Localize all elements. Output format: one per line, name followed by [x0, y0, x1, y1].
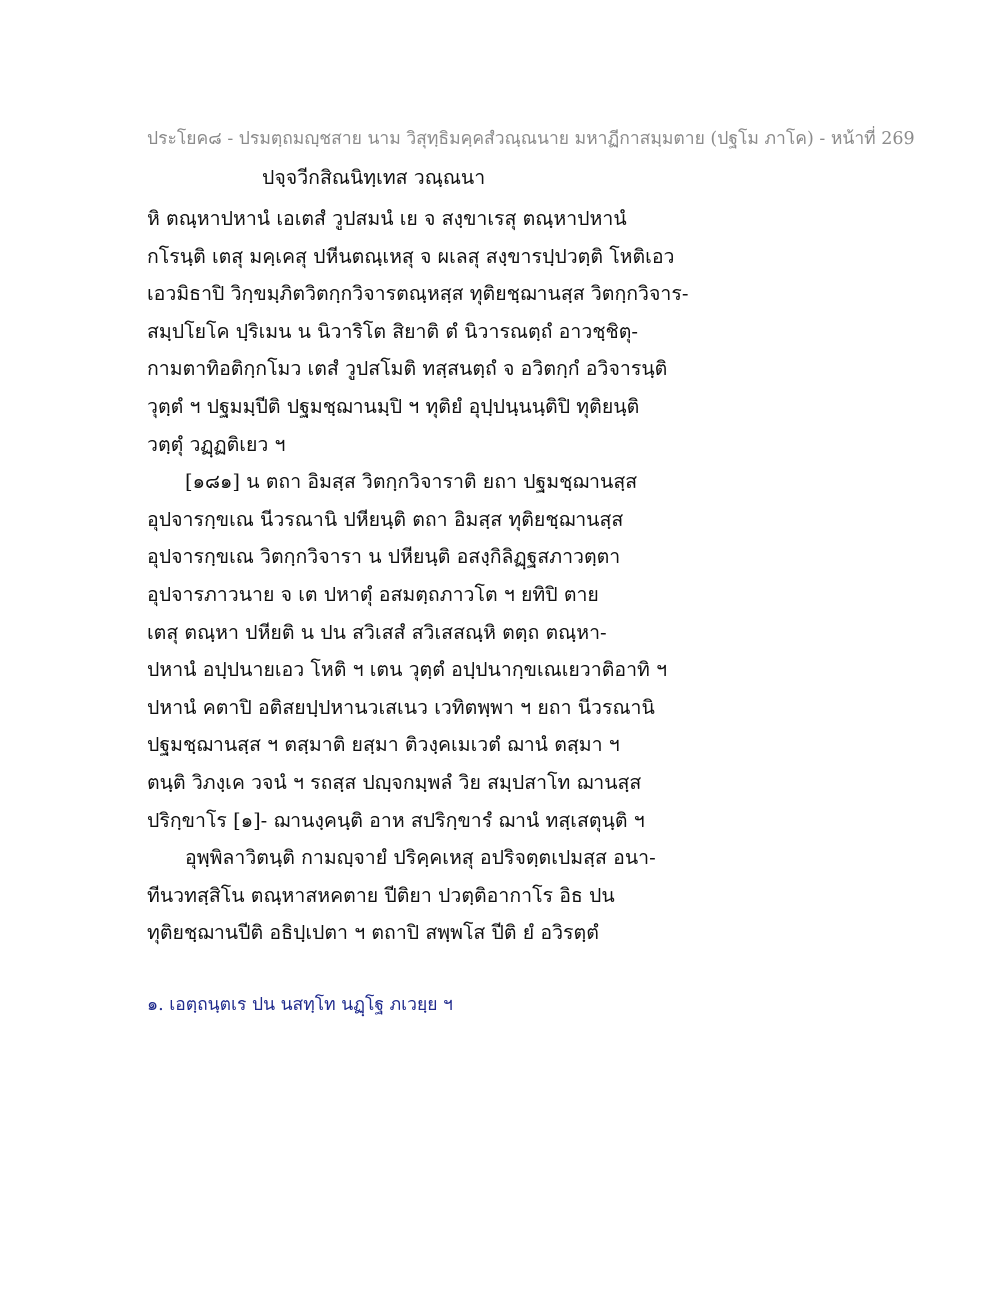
paragraph-start-line: อุพฺพิลาวิตนฺติ กามญฺจายํ ปริคฺคเหสุ อปริจตฺตเปมสฺส อนา- — [185, 846, 656, 870]
text-line: อุปจารภาวนาย จ เต ปหาตุํ อสมตฺถภาวโต ฯ ยทิปิ ตาย — [147, 582, 599, 606]
text-line: กโรนฺติ เตสุ มคฺเคสุ ปหีนตณฺเหสุ จ ผเลสุ สงฺขารปฺปวตฺติ โหติเอว — [147, 244, 675, 268]
text-line: ปหานํ อปฺปนายเอว โหติ ฯ เตน วุตฺตํ อปฺปนากฺขเณเยวาติอาทิ ฯ — [147, 658, 668, 682]
text-line: กามตาทิอติกฺกโมว เตสํ วูปสโมติ ทสฺสนตฺถํ จ อวิตกฺกํ อวิจารนฺติ — [147, 357, 668, 381]
text-line: ทีนวทสฺสิโน ตณฺหาสหคตาย ปีติยา ปวตฺติอากาโร อิธ ปน — [147, 883, 615, 907]
section-title: ปจฺจวีกสิณนิทฺเทส วณฺณนา — [262, 166, 486, 189]
text-line: ปหานํ คตาปิ อติสยปฺปหานวเสเนว เวทิตพฺพา ฯ ยถา นีวรณานิ — [147, 695, 655, 719]
text-line: อุปจารกฺขเณ วิตกฺกวิจารา น ปหียนฺติ อสงฺกิลิฏฺฐสภาวตฺตา — [147, 545, 621, 569]
text-line: อุปจารกฺขเณ นีวรณานิ ปหียนฺติ ตถา อิมสฺส ทุติยชฺฌานสฺส — [147, 507, 624, 531]
text-line: วตฺตุํ วฏฺฏติเยว ฯ — [147, 432, 286, 456]
text-line: เตสุ ตณฺหา ปหียติ น ปน สวิเสสํ สวิเสสณฺหิ ตตฺถ ตณฺหา- — [147, 620, 607, 644]
text-line: ทุติยชฺฌานปีติ อธิปฺเปตา ฯ ตถาปิ สพฺพโส ปีติ ยํ อวิรตฺตํ — [147, 921, 599, 945]
footnote: ๑. เอตฺถนฺตเร ปน นสทฺโท นฏฺโฐ ภเวยฺย ฯ — [147, 995, 453, 1015]
text-line: เอวมิธาปิ วิกฺขมฺภิตวิตกฺกวิจารตณฺหสฺส ทุติยชฺฌานสฺส วิตกฺกวิจาร- — [147, 282, 689, 306]
running-head: ประโยค๘ - ปรมตฺถมญฺชสาย นาม วิสุทฺธิมคฺคสํวณฺณนาย มหาฏีกาสมฺมตาย (ปฐโม ภาโค) - หน้าที่ 269 — [147, 129, 915, 149]
text-line: วุตฺตํ ฯ ปฐมมฺปีติ ปฐมชฺฌานมฺปิ ฯ ทุติยํ อุปฺปนฺนนฺติปิ ทุติยนฺติ — [147, 394, 640, 418]
text-line: หิ ตณฺหาปหานํ เอเตสํ วูปสมนํ เย จ สงฺขาเรสุ ตณฺหาปหานํ — [147, 207, 627, 230]
text-line: ตนฺติ วิภงฺเค วจนํ ฯ รถสฺส ปญฺจกมฺพลํ วิย สมฺปสาโท ฌานสฺส — [147, 770, 642, 794]
paragraph-start-line: [๑๘๑] น ตถา อิมสฺส วิตกฺกวิจาราติ ยถา ปฐมชฺฌานสฺส — [185, 470, 638, 494]
text-line: ปฐมชฺฌานสฺส ฯ ตสฺมาติ ยสฺมา ติวงฺคเมเวตํ ฌานํ ตสฺมา ฯ — [147, 733, 620, 757]
text-line: สมฺปโยโค ปฺริเมน น นิวาริโต สิยาติ ตํ นิวารณตฺถํ อาวชฺชิตุ- — [147, 319, 639, 343]
text-line: ปริกฺขาโร [๑]- ฌานงฺคนฺติ อาห สปริกฺขารํ ฌานํ ทสฺเสตุนฺติ ฯ — [147, 808, 645, 832]
body-text — [147, 200, 707, 952]
